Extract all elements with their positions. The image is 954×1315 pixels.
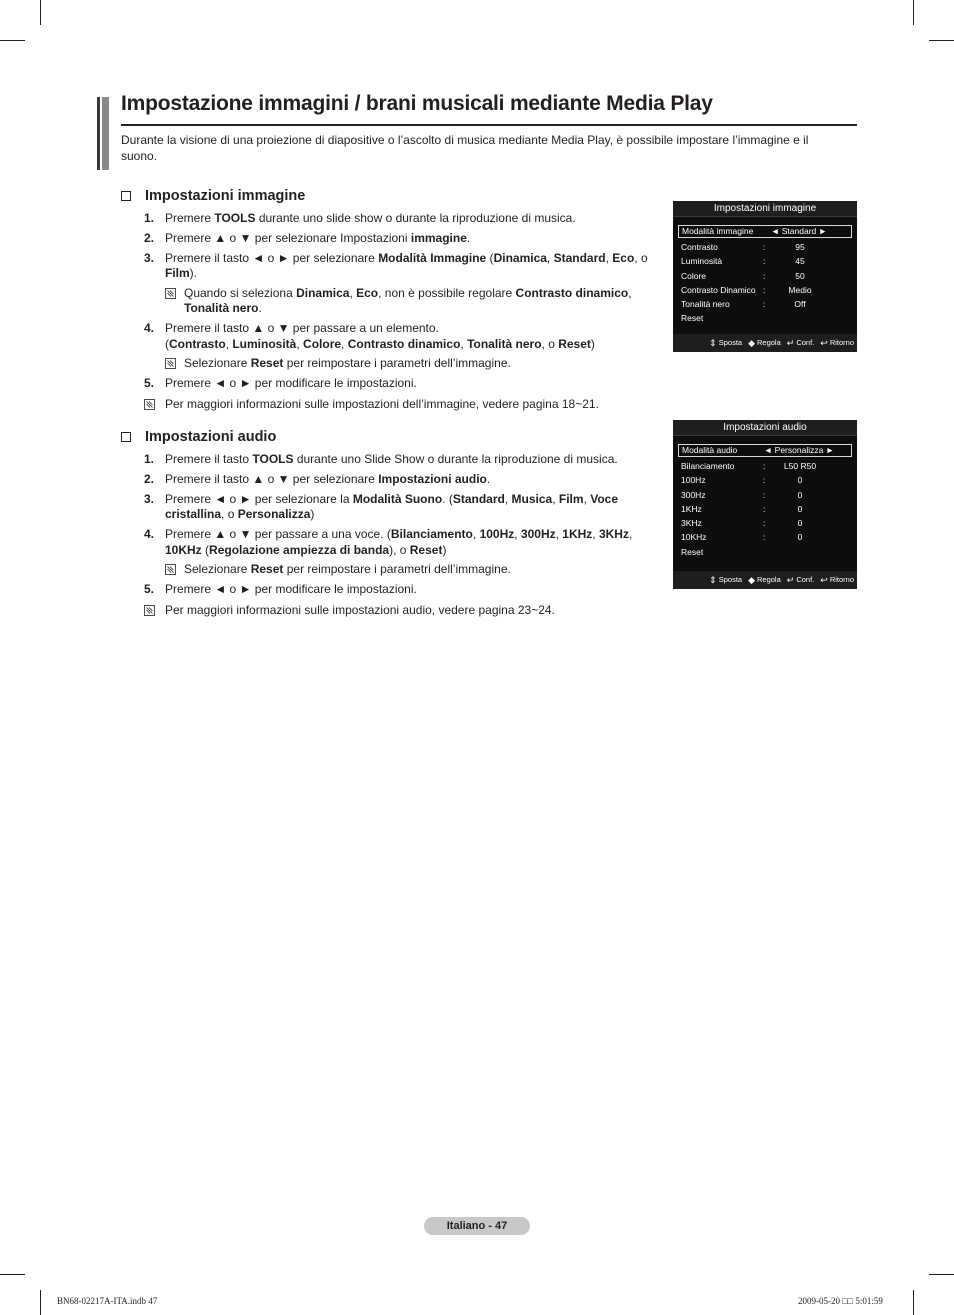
osd-footer-item — [748, 334, 781, 352]
note-text: Per maggiori informazioni sulle impostazioni audio, vedere pagina 23~24. — [165, 602, 555, 617]
page-number-badge: Italiano - 47 — [424, 1217, 530, 1235]
osd-row-label: 10KHz — [681, 532, 707, 543]
osd-title: Impostazioni audio — [673, 420, 857, 436]
text-run: , — [555, 527, 563, 541]
step-number: 3. — [144, 250, 155, 265]
text-run: , non è possibile regolare — [378, 285, 516, 300]
heading-accent-bar — [97, 97, 109, 170]
text-run: Standard — [553, 250, 606, 265]
step-item — [121, 527, 661, 558]
osd-row-value: L50 R50 — [783, 461, 817, 471]
text-run: per reimpostare i parametri dell’immagine. — [283, 562, 511, 576]
text-run: ) — [442, 542, 447, 557]
footer-timestamp: 2009-05-20 □□ 5:01:59 — [798, 1296, 883, 1306]
text-run: . ( — [442, 491, 453, 506]
crop-mark — [913, 0, 914, 25]
osd-row-value: 0 — [797, 532, 803, 543]
osd-footer-item — [748, 571, 781, 589]
text-run: Reset — [558, 336, 591, 351]
step-item — [121, 582, 661, 598]
osd-row-label: Modalità immagine — [682, 226, 754, 236]
enter-icon: ↵ — [786, 575, 795, 585]
osd-footer-item — [709, 571, 742, 589]
crop-mark — [0, 1274, 25, 1275]
osd-row-label: 100Hz — [681, 475, 706, 486]
osd-row-label: Tonalità nero — [681, 299, 730, 310]
osd-row-colon: : — [763, 242, 766, 252]
osd-row-value: 0 — [797, 489, 803, 500]
osd-footer-item — [709, 334, 742, 352]
text-run: Eco — [612, 250, 635, 265]
osd-row — [678, 545, 852, 559]
note-icon — [144, 399, 155, 410]
osd-selector — [761, 445, 837, 456]
steps-list — [121, 211, 661, 392]
text-run: Standard — [452, 491, 505, 506]
osd-row-colon: : — [763, 518, 766, 529]
arrow-right-icon: ► — [825, 445, 835, 455]
osd-row-value: Medio — [788, 284, 812, 295]
step-number: 1. — [144, 451, 155, 466]
text-run: ) — [310, 507, 315, 521]
text-run: immagine — [410, 230, 467, 245]
text-run: Modalità Suono — [352, 491, 443, 506]
text-run: , — [225, 336, 233, 351]
text-run: Premere ◄ o ► per modificare le impostazioni. — [165, 582, 417, 596]
osd-row-label: Colore — [681, 270, 707, 281]
text-run: Premere il tasto ▲ o ▼ per selezionare — [165, 471, 379, 486]
osd-row-colon: : — [763, 532, 766, 543]
step-item — [121, 472, 661, 488]
text-run: 100Hz — [479, 527, 515, 541]
osd-row — [678, 516, 852, 530]
checkbox-bullet-icon — [121, 191, 131, 201]
text-run: Premere il tasto ◄ o ► per selezionare — [165, 250, 379, 265]
arrow-left-icon: ◄ — [770, 226, 780, 236]
osd-row-colon: : — [763, 489, 766, 500]
arrow-left-icon: ◄ — [763, 445, 773, 455]
osd-footer-label: Regola — [757, 575, 781, 584]
osd-row — [678, 502, 852, 516]
osd-footer-item — [820, 334, 854, 352]
text-run: Musica — [511, 491, 553, 506]
title-divider — [121, 124, 857, 126]
step-item — [121, 251, 661, 282]
osd-row-value: 45 — [795, 256, 805, 267]
footer-file-info: BN68-02217A-ITA.indb 47 — [57, 1296, 158, 1306]
step-item — [121, 376, 661, 392]
note-item — [121, 397, 661, 413]
text-run: Selezionare — [184, 356, 251, 370]
text-run: durante uno slide show o durante la riproduzione di musica. — [255, 210, 576, 225]
osd-row-value: Off — [794, 299, 806, 310]
osd-footer-label: Ritorno — [829, 338, 854, 347]
text-run: 3KHz — [598, 527, 629, 541]
text-run: , — [460, 336, 468, 351]
text-run: , o — [221, 507, 238, 521]
text-run: . — [258, 301, 262, 315]
step-number: 4. — [144, 527, 155, 541]
text-run: Contrasto dinamico — [347, 336, 461, 351]
text-run: . — [486, 471, 491, 486]
text-run: Premere — [165, 210, 215, 225]
note-icon — [165, 564, 176, 575]
osd-footer-label: Ritorno — [829, 575, 854, 584]
text-run: Premere ▲ o ▼ per passare a una voce. ( — [165, 527, 391, 541]
text-run: Colore — [303, 336, 342, 351]
text-run: Premere il tasto ▲ o ▼ per passare a un elemento. — [165, 321, 439, 335]
osd-row-value: 0 — [797, 503, 803, 514]
text-run: , — [472, 527, 480, 541]
text-run: Reset — [409, 542, 443, 557]
crop-mark — [40, 1290, 41, 1315]
text-run: , — [583, 491, 591, 506]
text-run: 300Hz — [520, 527, 556, 541]
osd-row-label: Reset — [681, 546, 704, 557]
note-icon — [165, 358, 176, 369]
osd-footer-label: Sposta — [718, 575, 743, 584]
osd-selected-row — [678, 444, 852, 457]
step-item — [121, 321, 661, 352]
osd-row-colon: : — [763, 503, 766, 514]
osd-row-value: Standard — [781, 226, 817, 236]
text-run: Contrasto dinamico — [515, 285, 629, 300]
osd-menu — [673, 436, 857, 563]
step-number: 4. — [144, 321, 155, 335]
note-text: Per maggiori informazioni sulle impostazioni dell’immagine, vedere pagina 18~21. — [165, 396, 599, 411]
text-run: ) — [590, 336, 595, 351]
text-run: 10KHz — [165, 542, 202, 557]
osd-row — [678, 297, 852, 311]
text-run: , — [628, 527, 633, 541]
note-icon — [165, 288, 176, 299]
picture-settings-section — [121, 186, 661, 412]
text-run: , — [592, 527, 599, 541]
note-item — [121, 603, 661, 619]
crop-mark — [913, 1290, 914, 1315]
intro-paragraph: Durante la visione di una proiezione di diapositive o l’ascolto di musica mediante Media Play, è possibile impostare l’immagine e il suono. — [121, 133, 809, 163]
updown-arrow-icon: ⇕ — [709, 338, 717, 348]
osd-row-label: Bilanciamento — [681, 461, 735, 471]
audio-settings-osd — [673, 420, 857, 589]
osd-footer-item — [787, 571, 814, 589]
osd-menu — [673, 217, 857, 330]
text-run: Film — [165, 266, 190, 280]
osd-row-colon: : — [763, 284, 766, 295]
leftright-arrow-icon: ◆ — [748, 338, 755, 348]
step-number: 5. — [144, 376, 155, 390]
note-item — [121, 562, 661, 578]
note-icon — [144, 605, 155, 616]
text-run: , — [341, 336, 348, 351]
step-number: 5. — [144, 582, 155, 596]
text-run: Regolazione ampiezza di banda — [209, 542, 390, 557]
osd-selected-row — [678, 225, 852, 238]
text-run: TOOLS — [252, 451, 294, 466]
step-number: 2. — [144, 230, 155, 245]
text-run: ), o — [389, 542, 410, 557]
text-run: , — [628, 285, 632, 300]
text-run: , — [349, 285, 357, 300]
text-run: Premere il tasto — [165, 451, 253, 466]
osd-footer — [673, 334, 857, 352]
text-run: 1KHz — [562, 527, 593, 541]
osd-row-label: 1KHz — [681, 503, 702, 514]
text-run: Film — [558, 491, 584, 506]
osd-row — [678, 311, 852, 325]
osd-row-colon: : — [763, 475, 766, 486]
audio-settings-section — [121, 427, 661, 618]
step-number: 3. — [144, 491, 155, 506]
text-run: , — [546, 250, 554, 265]
osd-row-label: 300Hz — [681, 489, 706, 500]
return-icon: ↩ — [820, 338, 828, 348]
osd-row-value: 0 — [797, 518, 803, 529]
text-run: Premere ▲ o ▼ per selezionare Impostazioni — [165, 230, 411, 245]
checkbox-bullet-icon — [121, 432, 131, 442]
text-run: Reset — [250, 356, 284, 370]
step-number: 2. — [144, 471, 155, 486]
osd-row-colon: : — [763, 270, 766, 281]
osd-row — [678, 240, 852, 254]
note-item — [121, 356, 661, 372]
section-title: Impostazioni immagine — [145, 188, 306, 204]
updown-arrow-icon: ⇕ — [709, 575, 717, 585]
osd-row-value: 0 — [797, 475, 803, 486]
section-header — [121, 427, 661, 447]
text-run: Reset — [250, 562, 284, 576]
picture-settings-osd — [673, 201, 857, 352]
text-run: , — [504, 491, 512, 506]
text-run: Eco — [356, 285, 379, 300]
text-run: Luminosità — [232, 336, 297, 351]
text-run: Dinamica — [493, 250, 547, 265]
osd-row-label: Modalità audio — [682, 445, 738, 455]
text-run: Dinamica — [296, 285, 350, 300]
return-icon: ↩ — [820, 575, 828, 585]
text-run: ( — [201, 542, 210, 557]
crop-mark — [0, 40, 25, 41]
text-run: Bilanciamento — [390, 527, 473, 541]
osd-row-label: Luminosità — [681, 256, 723, 267]
osd-footer — [673, 571, 857, 589]
text-run: Tonalità nero — [184, 301, 259, 315]
text-run: durante uno Slide Show o durante la riproduzione di musica. — [293, 451, 618, 466]
section-header — [121, 186, 661, 206]
text-run: , — [296, 336, 304, 351]
text-run: ( — [486, 250, 494, 265]
osd-row — [678, 269, 852, 283]
osd-row-label: 3KHz — [681, 518, 702, 529]
text-run: . — [466, 230, 471, 245]
enter-icon: ↵ — [786, 338, 795, 348]
osd-row-colon: : — [763, 461, 766, 471]
osd-footer-label: Sposta — [718, 338, 743, 347]
osd-row-value: 50 — [795, 270, 805, 281]
osd-row — [678, 488, 852, 502]
osd-selector — [761, 226, 837, 237]
text-run: Voce cristallina — [165, 491, 619, 521]
osd-row-label: Contrasto — [681, 242, 718, 252]
text-run: ( — [165, 336, 169, 351]
crop-mark — [929, 40, 954, 41]
osd-footer-item — [787, 334, 814, 352]
text-run: , o — [634, 250, 648, 265]
step-item — [121, 231, 661, 247]
steps-list — [121, 452, 661, 598]
osd-row-colon: : — [763, 256, 766, 267]
text-run: Quando si seleziona — [184, 285, 297, 300]
arrow-right-icon: ► — [818, 226, 828, 236]
note-item — [121, 286, 661, 317]
text-run: Personalizza — [237, 507, 311, 521]
text-run: , — [552, 491, 559, 506]
osd-footer-label: Regola — [757, 338, 781, 347]
text-run: Contrasto — [169, 336, 226, 351]
text-run: Premere ◄ o ► per modificare le impostazioni. — [165, 376, 417, 390]
step-item — [121, 492, 661, 523]
text-run: , o — [541, 336, 559, 351]
text-run: ). — [189, 266, 198, 280]
text-run: Tonalità nero — [467, 336, 542, 351]
crop-mark — [929, 1274, 954, 1275]
text-run: Selezionare — [184, 562, 251, 576]
text-run: TOOLS — [214, 210, 256, 225]
osd-row-colon: : — [763, 299, 766, 310]
osd-footer-label: Conf. — [796, 338, 815, 347]
text-run: Premere ◄ o ► per selezionare la — [165, 491, 353, 506]
osd-row — [678, 530, 852, 544]
crop-mark — [40, 0, 41, 25]
osd-row — [678, 254, 852, 268]
step-item — [121, 211, 661, 227]
osd-row-value: 95 — [795, 242, 805, 252]
text-run: , — [605, 250, 613, 265]
osd-footer-item — [820, 571, 854, 589]
text-run: , — [514, 527, 521, 541]
osd-row-label: Contrasto Dinamico — [681, 284, 756, 295]
leftright-arrow-icon: ◆ — [748, 575, 755, 585]
osd-row-label: Reset — [681, 313, 704, 324]
osd-row-value: Personalizza — [774, 445, 824, 455]
osd-title: Impostazioni immagine — [673, 201, 857, 217]
osd-row — [678, 283, 852, 297]
step-number: 1. — [144, 210, 155, 225]
page-title: Impostazione immagini / brani musicali mediante Media Play — [121, 92, 713, 115]
step-item — [121, 452, 661, 468]
text-run: per reimpostare i parametri dell’immagine. — [283, 356, 511, 370]
text-run: Modalità Immagine — [378, 250, 487, 265]
text-run: Impostazioni audio — [378, 471, 487, 486]
section-title: Impostazioni audio — [145, 429, 277, 445]
osd-footer-label: Conf. — [796, 575, 815, 584]
osd-row — [678, 473, 852, 487]
osd-row — [678, 459, 852, 473]
